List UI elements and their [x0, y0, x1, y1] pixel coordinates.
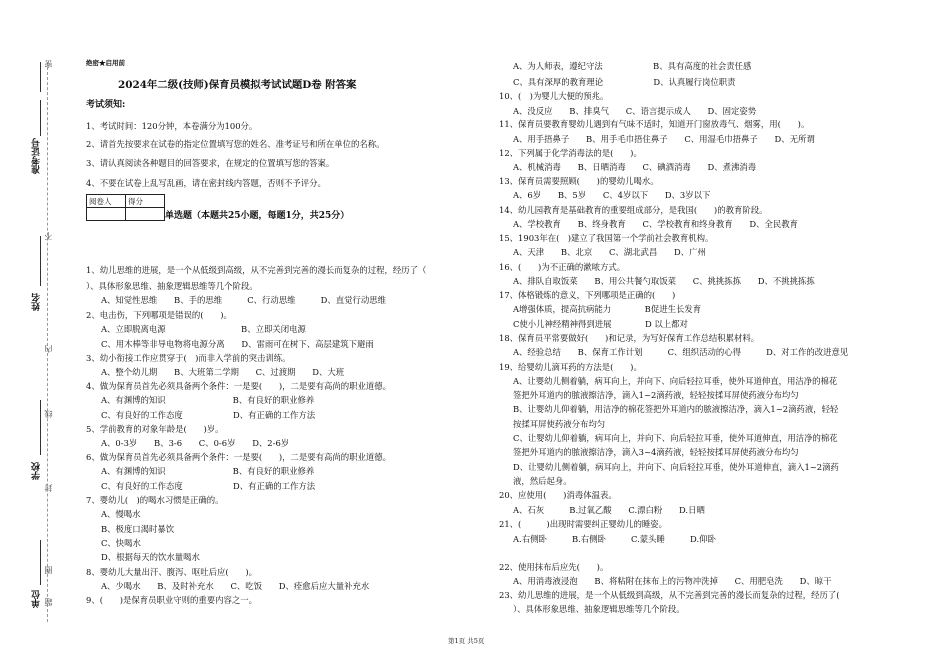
question-line: 9、( )是保育员职业守则的重要内容之一。 — [86, 595, 257, 605]
question-line: 5、学前教育的对象年龄是( )岁。 — [86, 424, 224, 434]
question-line: A、用消毒液浸泡 B、将粘附在抹布上的污物冲洗掉 C、用肥皂洗 D、晾干 — [513, 576, 832, 586]
question-line: A、排队自取饭菜 B、用公共餐勺取饭菜 C、挑挑拣拣 D、不挑挑拣拣 — [513, 276, 815, 286]
question-line: 20、应使用( )消毒体温表。 — [499, 490, 617, 500]
exam-number-line — [40, 100, 41, 136]
exam-number-label: 准考证号 — [32, 138, 42, 174]
question-line: 7、婴幼儿( )的喝水习惯是正确的。 — [86, 495, 224, 505]
question-line: 10、( )为婴儿大便的预兆。 — [499, 91, 609, 101]
seal-char: 内 — [44, 345, 53, 353]
question-line: D、让婴幼儿侧着躺，病耳向上，并向下、向后轻拉耳垂，使外耳道伸直，滴入1~2滴药 — [513, 462, 839, 472]
question-line: C使小儿神经精神得到进展 D 以上都对 — [513, 319, 688, 329]
seal-char: 圈 — [44, 566, 53, 574]
question-line: 签把外耳道内的脓液擦洁净，滴入1~2滴药液，轻轻按揉耳屏使药液分布均匀 — [513, 390, 799, 400]
question-line: A、少喝水 B、及时补充水 C、吃饭 D、痊愈后应大量补充水 — [101, 581, 370, 591]
question-line: A增强体质，提高抗病能力 B促进生长发育 — [513, 304, 702, 314]
question-line: D、根据每天的饮水量喝水 — [101, 552, 200, 562]
instruction-item: 3、请认真阅读各种题目的回答要求，在规定的位置填写您的答案。 — [86, 158, 335, 168]
instruction-item: 2、请首先按要求在试卷的指定位置填写您的姓名、准考证号和所在单位的名称。 — [86, 139, 385, 149]
question-line: 21、( )出现时需要纠正婴幼儿的睡姿。 — [499, 519, 667, 529]
question-line: 19、给婴幼儿滴耳药的方法是( )。 — [499, 362, 642, 372]
question-line: A、0-3岁 B、3-6 C、0-6岁 D、2-6岁 — [101, 438, 290, 448]
question-line: B、极度口渴时暴饮 — [101, 524, 175, 534]
seal-char: 题 — [44, 598, 53, 606]
question-line: A、有渊博的知识 B、有良好的职业修养 — [101, 466, 315, 476]
question-line: A、用手捂鼻子 B、用手毛巾捂住鼻子 C、用湿毛巾捂鼻子 D、无所谓 — [513, 134, 815, 144]
name-label: 姓名 — [32, 293, 42, 311]
school-line — [40, 400, 41, 455]
question-line: A、立即脱离电源 B、立即关闭电源 — [101, 324, 306, 334]
question-line: A、整个幼儿期 B、大班第二学期 C、过渡期 D、大班 — [101, 367, 345, 377]
question-line: 15、1903年在( )建立了我国第一个学前社会教育机构。 — [499, 233, 714, 243]
question-line: A、石灰 B.过氧乙酸 C.漂白粉 D.日晒 — [513, 505, 705, 515]
question-line: A.右侧卧 B.右侧卧 C.蒙头睡 D.仰卧 — [513, 534, 716, 544]
question-line: 12、下列属于化学消毒法的是( )。 — [499, 148, 642, 158]
seal-dashed-line — [47, 62, 48, 622]
question-line: A、知觉性思维 B、手的思维 C、行动思维 D、直觉行动思维 — [101, 295, 386, 305]
seal-char: 密 — [44, 60, 53, 68]
question-line: A、慢喝水 — [101, 509, 141, 519]
unit-label: 单位 — [32, 590, 42, 608]
binding-margin — [0, 0, 62, 671]
question-line: A、机械消毒 B、日晒消毒 C、碘酒消毒 D、煮沸消毒 — [513, 162, 757, 172]
score-table — [86, 194, 165, 221]
reviewer-input-cell[interactable] — [87, 208, 126, 221]
score-cell: 得分 — [126, 195, 165, 208]
question-line: A、有渊博的知识 B、有良好的职业修养 — [101, 395, 315, 405]
section-title: 单选题（本题共25小题，每题1分，共25分） — [165, 211, 350, 221]
page-title: 2024年二级(技师)保育员模拟考试试题D卷 附答案 — [118, 79, 357, 91]
question-line: A、为人师表，遵纪守法 B、具有高度的社会责任感 — [513, 61, 752, 71]
unit-line — [40, 540, 41, 585]
question-line: A、天津 B、北京 C、湖北武昌 D、广州 — [513, 247, 706, 257]
question-line: 18、保育员平常要做好( )和记录，为写好保育工作总结积累材料。 — [499, 333, 760, 343]
question-line: 17、体格锻炼的意义，下列哪项是正确的( ) — [499, 290, 676, 300]
instructions-heading: 考试须知: — [86, 100, 126, 110]
score-input-cell[interactable] — [126, 208, 165, 221]
question-line: 4、做为保育员首先必须具备两个条件：一是要( )，二是要有高尚的职业道德。 — [86, 381, 391, 391]
seal-char: 封 — [44, 484, 53, 492]
instruction-item: 1、考试时间：120分钟，本卷满分为100分。 — [86, 121, 258, 131]
question-line: 16、( )为不正确的漱哝方式。 — [499, 262, 626, 272]
question-line: C、快喝水 — [101, 538, 141, 548]
question-line: 14、幼儿园教育是基础教育的重要组成部分，是我国( )的教育阶段。 — [499, 205, 768, 215]
question-line: 3、幼小衔接工作应贯穿于( )而非入学前的突击训练。 — [86, 353, 291, 363]
question-line: 签把外耳道内的脓液擦洁净，滴入3~4滴药液，轻轻按揉耳屏使药液分布均匀 — [513, 447, 799, 457]
school-label: 学校 — [32, 462, 42, 480]
question-line: 13、保育员需要照顾( )的婴幼儿喝水。 — [499, 176, 659, 186]
instruction-item: 4、不要在试卷上乱写乱画，请在密封线内答题，否则不予评分。 — [86, 178, 326, 188]
reviewer-cell: 阅卷人 — [87, 195, 126, 208]
question-line: ）、具体形象思维、抽象逻辑思维等几个阶段。 — [86, 281, 258, 291]
question-line: A、让婴幼儿侧着躺，病耳向上，并向下、向后轻拉耳垂，使外耳道伸直，用洁净的棉花 — [513, 376, 838, 386]
question-line: ）、具体形象思维、抽象逻辑思维等几个阶段。 — [513, 604, 685, 614]
binding-underline — [40, 62, 41, 92]
seal-char: 不 — [44, 232, 53, 240]
question-line: 6、做为保育员首先必须具备两个条件：一是要( )，二是要有高尚的职业道德。 — [86, 452, 391, 462]
question-line: A、学校教育 B、终身教育 C、学校教育和终身教育 D、全民教育 — [513, 219, 798, 229]
question-line: 液，然后起身。 — [513, 476, 572, 486]
question-line: 8、婴幼儿大量出汗、腹泻、呕吐后应( )。 — [86, 567, 257, 577]
question-line: 1、幼儿思维的进展，是一个从低级到高级，从不完善到完善的漫长而复杂的过程，经历了（ — [86, 265, 427, 275]
question-line: 11、保育员要教育婴幼儿遇到有气味不适时，知道开门窗放毒气、烟雾，用( )。 — [499, 119, 810, 129]
question-line: C、让婴幼儿仰着躺，病耳向上，并向下、向后轻拉耳垂，使外耳道伸直，用洁净的棉花 — [513, 433, 838, 443]
question-line: A、经验总结 B、保育工作计划 C、组织活动的心得 D、对工作的改进意见 — [513, 347, 849, 357]
question-line: 22、使用抹布后应先( )。 — [499, 562, 609, 572]
question-line: B、让婴幼儿仰着躺，用洁净的棉花签把外耳道内的脓液擦洁净，滴入1~2滴药液，轻轻 — [513, 404, 839, 414]
secret-mark: 绝密★启用前 — [86, 59, 125, 67]
question-line: C、有良好的工作态度 D、有正确的工作方法 — [101, 410, 316, 420]
seal-char: 线 — [44, 410, 53, 418]
name-line — [40, 236, 41, 286]
question-line: A、6岁 B、5岁 C、4岁以下 D、3岁以下 — [513, 190, 711, 200]
question-line: 23、幼儿思维的进展，是一个从低级到高级，从不完善到完善的漫长而复杂的过程，经历了( — [499, 590, 840, 600]
question-line: C、用木棒等非导电物将电源分离 D、雷雨可在树下、高层建筑下避雨 — [101, 339, 374, 349]
question-line: 按揉耳屏使药液分布均匀 — [513, 419, 606, 429]
question-line: A、没反应 B、排臭气 C、语言提示成人 D、固定姿势 — [513, 106, 757, 116]
question-line: 2、电击伤，下列哪项是错误的( )。 — [86, 310, 232, 320]
question-line: C、有良好的工作态度 D、有正确的工作方法 — [101, 481, 316, 491]
question-line: C、具有深厚的教育理论 D、认真履行岗位职责 — [513, 77, 736, 87]
page-number: 第1页 共5页 — [448, 637, 485, 645]
